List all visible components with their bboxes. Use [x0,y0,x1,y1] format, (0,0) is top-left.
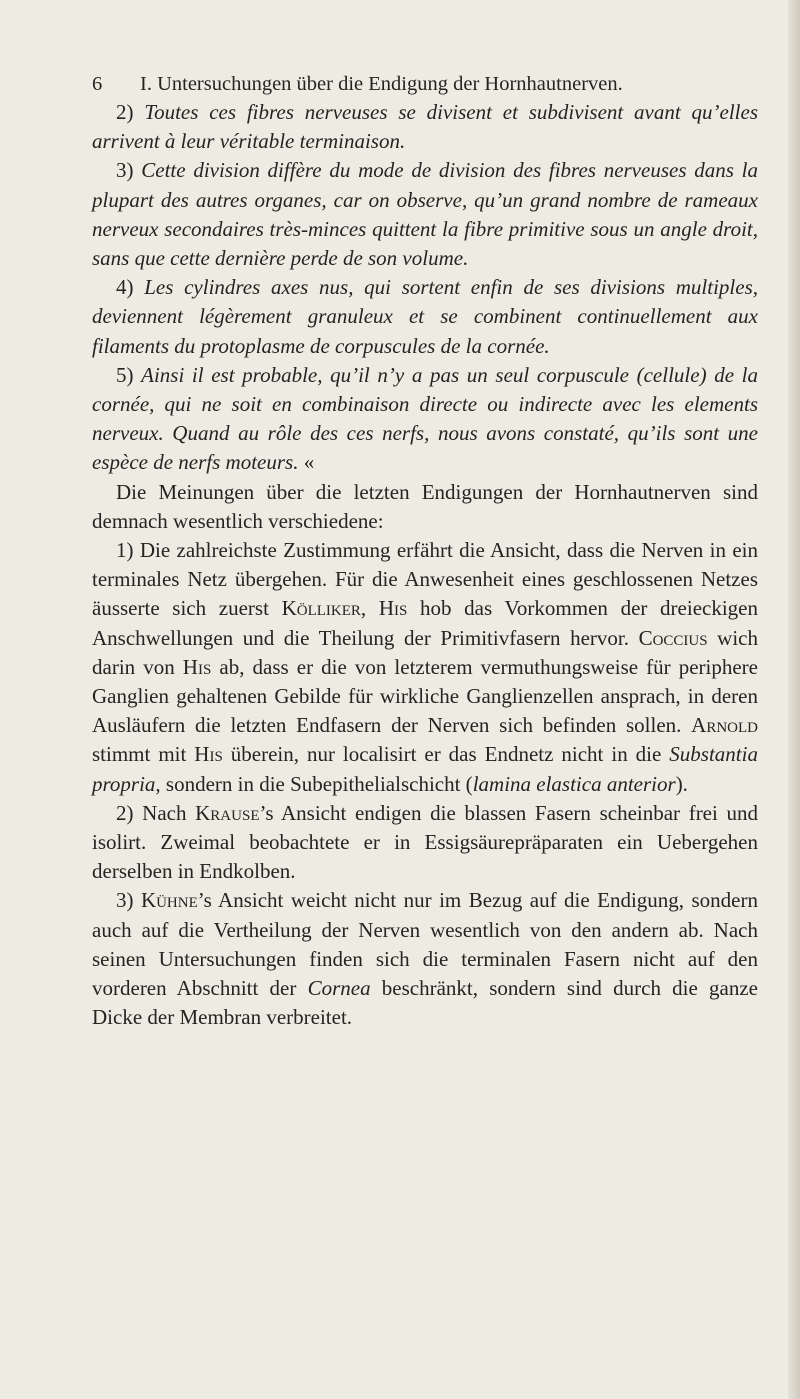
text-run: 4) [116,275,145,300]
text-run: 3) [116,888,141,913]
author-name: Coccius [638,625,708,650]
running-title: I. Untersuchungen über die Endigung der Hornhautnerven. [140,73,623,95]
paragraph-french-item-2 [92,98,758,156]
author-name: Arnold [691,713,758,738]
page-number: 6 [92,73,103,95]
italic-text: Les cylindres axes nus, qui sortent enfin de ses divisions multiples, deviennent légèrement granuleux et se combinent continuellement aux filaments du protoplasme de corpuscules de la cornée. [92,275,759,358]
author-name: Krause [195,800,260,825]
text-run: , [360,596,379,621]
text-run: 1) Die zahlreichste Zustimmung erfährt die Ansicht, dass die Nerven in ein terminales Netz übergehen. Für die Anwesenheit eines geschlossenen Netzes äusserte sich zuerst [92,538,758,621]
paragraph-view-3 [92,886,758,1032]
body-text [92,98,758,1033]
italic-text: Toutes ces fibres nerveuses se divisent et subdivisent avant qu’elles arrivent à leur véritable terminaison. [92,100,758,154]
author-name: Kühne [140,888,198,913]
text-run: 3) [116,158,142,183]
text-run: wich darin von [92,625,758,679]
text-run: Die Meinungen über die letzten Endigungen der Hornhautnerven sind demnach wesentlich verschiedene: [92,479,758,533]
running-header [92,72,752,96]
italic-text: Cette division diffère du mode de division des fibres nerveuses dans la plupart des autres organes, car on observe, qu’un grand nombre de rameaux nerveux secondaires très-minces quittent la fibre primitive sous un angle droit, sans que cette dernière perde de son volume. [92,158,758,271]
text-run: überein, nur localisirt er das Endnetz nicht in die [222,742,670,767]
paragraph-french-item-5 [92,361,758,478]
text-run: ). [675,771,688,796]
text-run: , sondern in die Subepithelialschicht ( [155,771,473,796]
author-name: His [378,596,408,621]
author-name: His [194,742,223,767]
paragraph-french-item-4 [92,273,758,361]
text-run: ab, dass er die von letzterem vermuthungsweise für periphere Ganglien gehaltenen Gebilde für wirkliche Ganglienzellen ansprach, in deren Ausläufern die letzten Endfasern der Nerven sich befinden sollen. [92,654,758,738]
text-run: 2) Nach [116,800,196,825]
text-run: 2) [116,100,145,124]
italic-text: lamina elastica anterior [472,771,676,796]
text-run: ’s Ansicht endigen die blassen Fasern scheinbar frei und isolirt. Zweimal beobachtete er in Essigsäurepräparaten ein Uebergehen derselben in Endkolben. [92,800,759,884]
page-edge-shadow [788,0,800,1399]
text-run: beschränkt, sondern sind durch die ganze Dicke der Membran verbreitet. [92,976,759,1030]
paragraph-view-1 [92,536,758,799]
paragraph-view-2 [92,799,758,887]
text-run: stimmt mit [92,742,195,767]
italic-text: Substantia propria [92,742,758,796]
text-run: « [298,450,315,475]
paragraph-french-item-3 [92,156,758,273]
author-name: His [182,654,212,679]
italic-text: Ainsi il est probable, qu’il n’y a pas un seul corpuscule (cellule) de la cornée, qui ne soit en combinaison directe ou indirecte avec les elements nerveux. Quand au rôle des ces nerfs, nous avons constaté, qu’ils sont une espèce de nerfs moteurs. [92,362,758,475]
text-run: hob das Vorkommen der dreieckigen Anschwellungen und die Theilung der Primitivfasern hervor. [92,596,758,650]
paragraph-summary [92,478,758,536]
text-run: ’s Ansicht weicht nicht nur im Bezug auf die Endigung, sondern auch auf die Vertheilung der Nerven wesentlich von den andern ab. Nach seinen Untersuchungen finden sich die terminalen Fasern nicht auf den vorderen Abschnitt der [92,888,758,1001]
author-name: Kölliker [281,596,361,621]
text-run: 5) [116,362,142,387]
italic-text: Cornea [307,976,371,1001]
